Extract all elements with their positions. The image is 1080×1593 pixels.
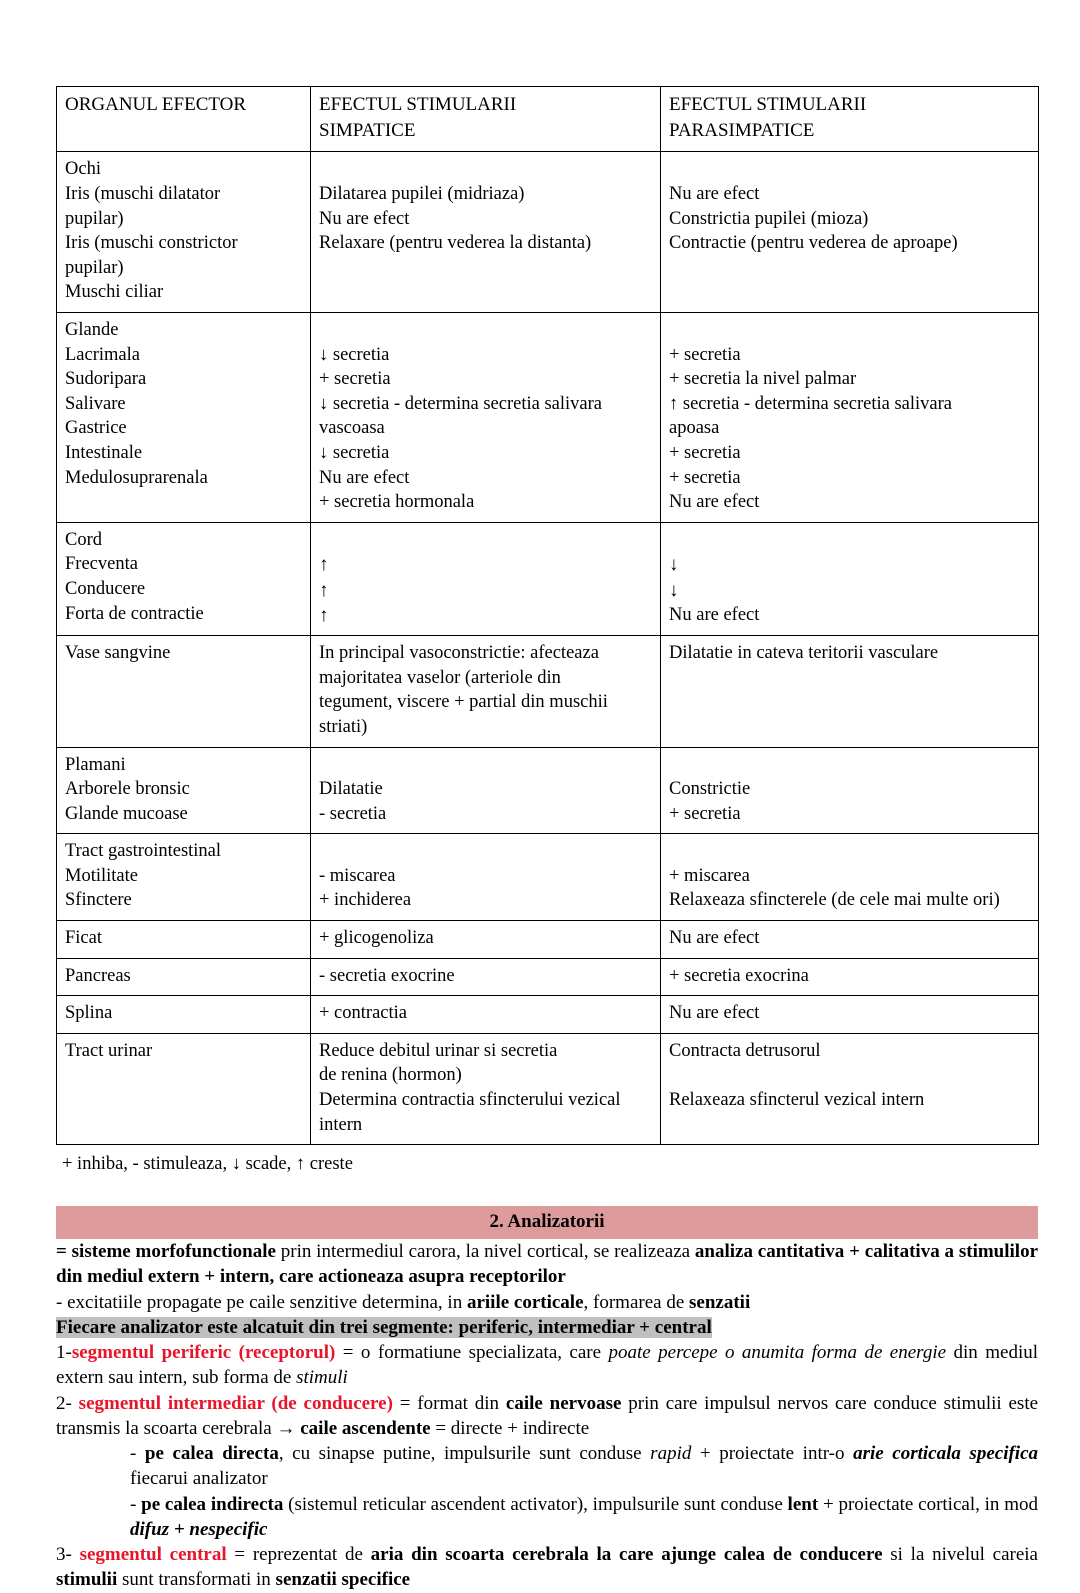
table-row bbox=[57, 834, 1039, 921]
arrow-down-icon: ↓ bbox=[669, 554, 679, 576]
section-banner-title: 2. Analizatorii bbox=[56, 1206, 1038, 1239]
page-content bbox=[56, 86, 1038, 1593]
paragraph-segment-central: 3- segmentul central = reprezentat de aria din scoarta cerebrala la care ajunge calea de conducere si la nivelul careia stimulii sunt transformati in senzatii specifice bbox=[56, 1544, 1038, 1591]
cell-organ: Ficat bbox=[57, 921, 311, 959]
cell-parasympathetic: + secretia + secretia la nivel palmar ↑ secretia - determina secretia salivara apoasa + secretia + secretia Nu are efect bbox=[661, 313, 1039, 523]
cell-sympathetic: Dilatarea pupilei (midriaza) Nu are efect Relaxare (pentru vederea la distanta) bbox=[311, 152, 661, 313]
cell-parasympathetic: Nu are efect bbox=[661, 921, 1039, 959]
cell-parasympathetic: + miscarea Relaxeaza sfincterele (de cele mai multe ori) bbox=[661, 834, 1039, 921]
definition-term: = sisteme morfofunctionale bbox=[56, 1241, 276, 1263]
cell-parasympathetic: Nu are efect bbox=[661, 996, 1039, 1034]
segment-label-central: segmentul central bbox=[79, 1544, 227, 1566]
paragraph-excitations: - excitatiile propagate pe caile senzitive determina, in ariile corticale, formarea de senzatii bbox=[56, 1291, 751, 1313]
column-header-parasympathetic bbox=[661, 87, 1039, 152]
arrow-up-icon: ↑ bbox=[319, 554, 329, 576]
column-header-sympathetic bbox=[311, 87, 661, 152]
paragraph-segment-intermediary: 2- segmentul intermediar (de conducere) = format din caile nervoase prin care impulsul nervos care conduce stimulii este transmis la scoarta cerebrala → caile ascendente = directe + indirecte bbox=[56, 1392, 1039, 1439]
cell-parasympathetic: + secretia exocrina bbox=[661, 958, 1039, 996]
cell-sympathetic: ↓ secretia + secretia ↓ secretia - determina secretia salivara vascoasa ↓ secretia Nu are efect + secretia hormonala bbox=[311, 313, 661, 523]
cell-parasympathetic: Constrictie + secretia bbox=[661, 747, 1039, 834]
arrow-up-icon: ↑ bbox=[319, 604, 329, 626]
header-line: EFECTUL STIMULARII bbox=[669, 94, 867, 115]
table-row bbox=[57, 313, 1039, 523]
cell-sympathetic: In principal vasoconstrictie: afecteaza majoritatea vaselor (arteriole din tegument, viscere + partial din muschii striati) bbox=[311, 636, 661, 747]
header-line: SIMPATICE bbox=[319, 120, 416, 142]
paragraph-definition: = sisteme morfofunctionale prin intermediul carora, la nivel cortical, se realizeaza analiza cantitativa + calitativa a stimulilor din mediul extern + intern, care actioneaza asupra receptorilor bbox=[56, 1241, 1039, 1288]
cell-organ: Splina bbox=[57, 996, 311, 1034]
cell-sympathetic: Reduce debitul urinar si secretia de renina (hormon) Determina contractia sfincterului vezical intern bbox=[311, 1033, 661, 1144]
table-row bbox=[57, 636, 1039, 747]
table-row bbox=[57, 921, 1039, 959]
paragraph-segment-peripheral: 1-segmentul periferic (receptorul) = o formatiune specializata, care poate percepe o anumita forma de energie din mediul extern sau intern, sub forma de stimuli bbox=[56, 1342, 1038, 1389]
column-header-organ bbox=[57, 87, 311, 152]
table-row bbox=[57, 958, 1039, 996]
cell-sympathetic: Dilatatie - secretia bbox=[311, 747, 661, 834]
cell-organ: Pancreas bbox=[57, 958, 311, 996]
arrow-up-icon: ↑ bbox=[319, 579, 329, 601]
cell-sympathetic: + contractia bbox=[311, 996, 661, 1034]
paragraph-three-segments bbox=[56, 1315, 1038, 1340]
cell-organ: Ochi Iris (muschi dilatator pupilar) Iris (muschi constrictor pupilar) Muschi ciliar bbox=[57, 152, 311, 313]
segment-label-peripheral: segmentul periferic (receptorul) bbox=[71, 1342, 336, 1364]
table-row bbox=[57, 152, 1039, 313]
table-header-row bbox=[57, 87, 1039, 152]
paragraph-direct-pathway: - pe calea directa, cu sinapse putine, impulsurile sunt conduse rapid + proiectate intr-o arie corticala specifica fiecarui analizator bbox=[130, 1443, 1039, 1490]
cell-parasympathetic: Contracta detrusorul Relaxeaza sfincterul vezical intern bbox=[661, 1033, 1039, 1144]
header-line: EFECTUL STIMULARII bbox=[319, 94, 517, 115]
header-line: ORGANUL EFECTOR bbox=[65, 94, 247, 115]
cell-parasympathetic: Nu are efect Constrictia pupilei (mioza) Contractie (pentru vederea de aproape) bbox=[661, 152, 1039, 313]
table-row bbox=[57, 1033, 1039, 1144]
paragraph-indirect-pathway: - pe calea indirecta (sistemul reticular ascendent activator), impulsurile sunt conduse lent + proiectate cortical, in mod difuz + nespecific bbox=[130, 1493, 1038, 1540]
cell-sympathetic: - secretia exocrine bbox=[311, 958, 661, 996]
cell-organ: Glande Lacrimala Sudoripara Salivare Gastrice Intestinale Medulosuprarenala bbox=[57, 313, 311, 523]
cell-organ: Vase sangvine bbox=[57, 636, 311, 747]
cell-organ: Cord Frecventa Conducere Forta de contractie bbox=[57, 522, 311, 635]
table-row bbox=[57, 747, 1039, 834]
cell-sympathetic: + glicogenoliza bbox=[311, 921, 661, 959]
arrow-down-icon: ↓ bbox=[669, 579, 679, 601]
cell-sympathetic: - miscarea + inchiderea bbox=[311, 834, 661, 921]
table-row bbox=[57, 996, 1039, 1034]
cell-organ: Tract urinar bbox=[57, 1033, 311, 1144]
table-legend: + inhiba, - stimuleaza, ↓ scade, ↑ creste bbox=[62, 1154, 353, 1175]
header-line: PARASIMPATICE bbox=[669, 120, 815, 142]
cell-organ: Plamani Arborele bronsic Glande mucoase bbox=[57, 747, 311, 834]
table-row bbox=[57, 522, 1039, 635]
segment-label-intermediary: segmentul intermediar (de conducere) bbox=[78, 1392, 393, 1414]
table-body bbox=[57, 152, 1039, 1145]
cell-sympathetic bbox=[311, 522, 661, 635]
cell-organ: Tract gastrointestinal Motilitate Sfinctere bbox=[57, 834, 311, 921]
autonomic-effects-table bbox=[56, 86, 1039, 1145]
cell-parasympathetic: Dilatatie in cateva teritorii vasculare bbox=[661, 636, 1039, 747]
cell-parasympathetic: ↓ ↓ Nu are efect bbox=[661, 522, 1039, 635]
highlighted-text: Fiecare analizator este alcatuit din trei segmente: periferic, intermediar + central bbox=[56, 1316, 712, 1338]
